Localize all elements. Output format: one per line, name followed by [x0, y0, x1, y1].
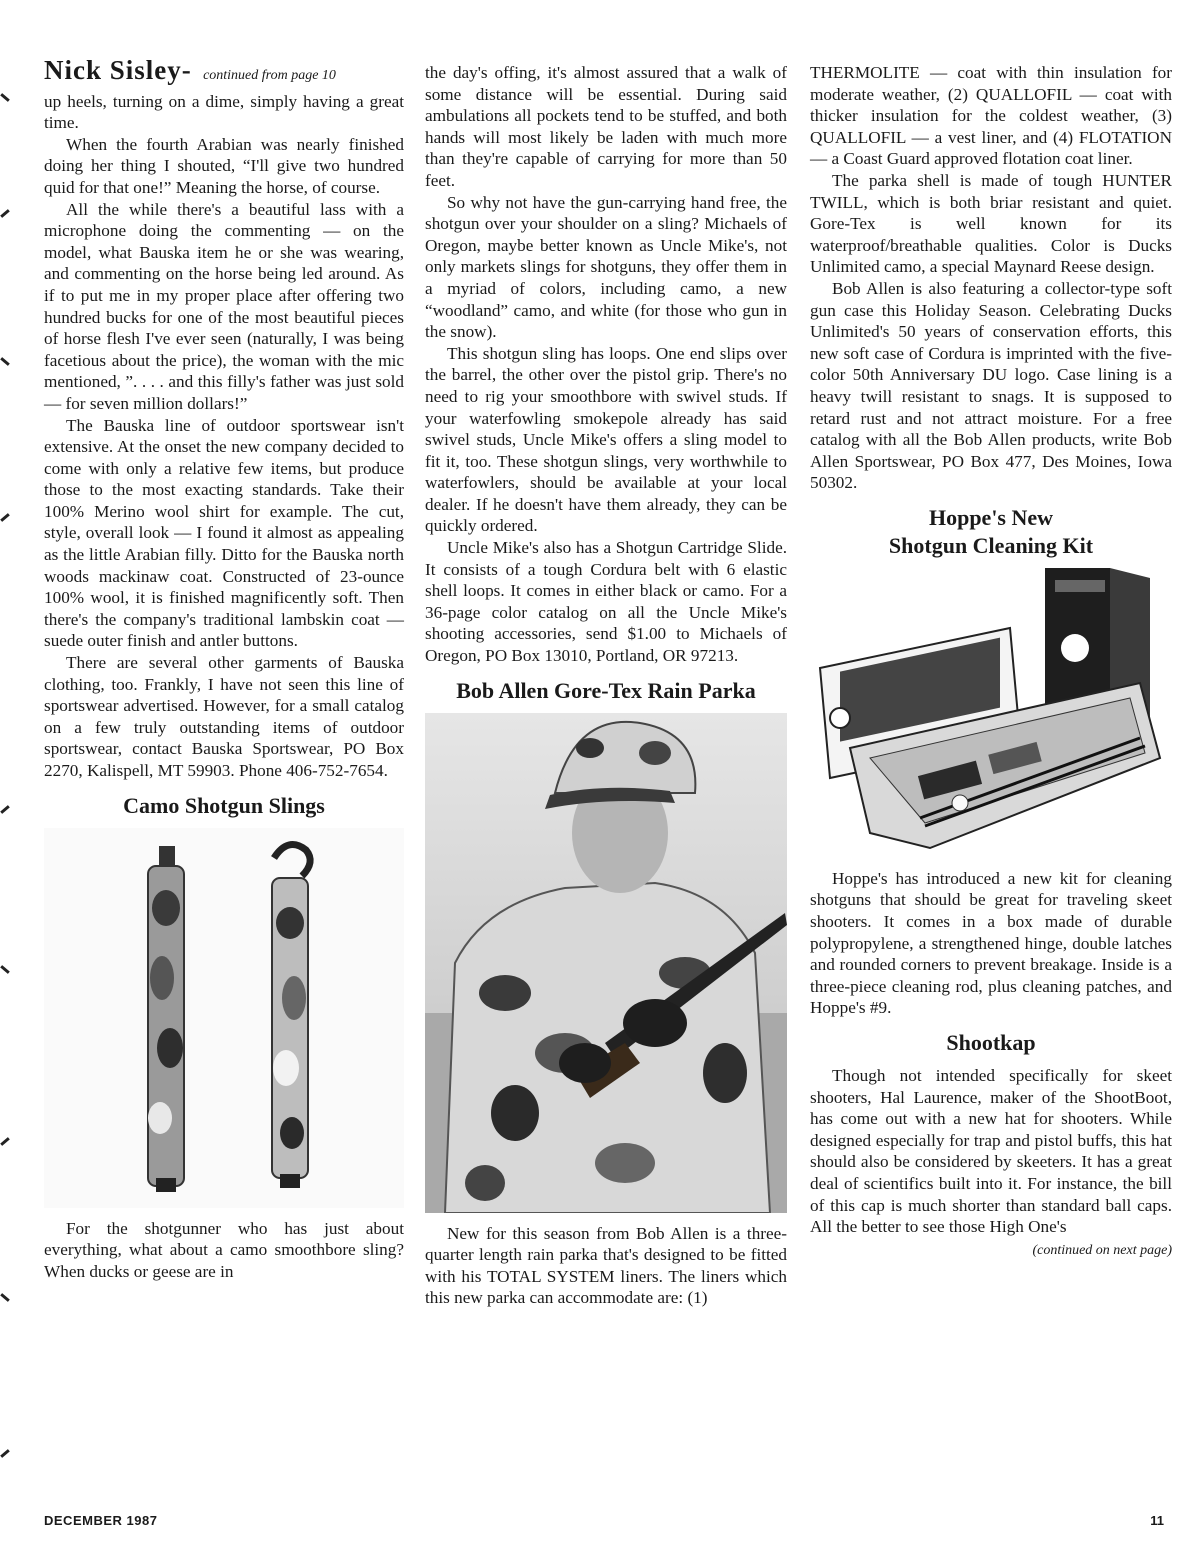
parka-hunter-photo [425, 713, 787, 1213]
margin-tick [0, 965, 10, 974]
author-name: Nick Sisley [44, 55, 182, 85]
camo-slings-photo [44, 828, 404, 1208]
margin-tick [0, 1137, 10, 1146]
paragraph: New for this season from Bob Allen is a three-quarter length rain parka that's designed to be fitted with his TOTAL SYSTEM liners. The liners which this new parka can accommodate are: (1) [425, 1223, 787, 1308]
margin-tick [0, 93, 10, 102]
column-right [810, 62, 1172, 1261]
page-number: 11 [1150, 1513, 1164, 1528]
margin-tick [0, 357, 10, 366]
paragraph: THERMOLITE — coat with thin insulation for moderate weather, (2) QUALLOFIL — coat with thicker insulation for the coldest weather, (3) QUALLOFIL — a vest liner, and (4) FLOTATION — a Coast Guard approved flotation coat liner. [810, 63, 1172, 169]
cleaning-kit-photo [810, 568, 1172, 858]
column-middle [425, 62, 787, 1309]
margin-tick [0, 209, 10, 218]
margin-tick [0, 805, 10, 814]
parka-illustration [425, 713, 787, 1213]
header-dash: - [181, 55, 191, 85]
article-header [44, 55, 404, 87]
section-heading-bob-allen-parka: Bob Allen Gore-Tex Rain Parka [456, 677, 756, 703]
margin-tick [0, 513, 10, 522]
paragraph: The parka shell is made of tough HUNTER TWILL, which is both briar resistant and quiet. Gore-Tex is well known for its waterproof/breathable qualities. Color is Ducks Unlimited camo, a special Maynard Reese design. [810, 170, 1172, 277]
sling-right [272, 844, 310, 1187]
margin-tick [0, 1449, 10, 1458]
footer-issue-date: DECEMBER 1987 [44, 1513, 158, 1528]
column-left [44, 55, 404, 1282]
paragraph: When the fourth Arabian was nearly finished doing her thing I shouted, “I'll give two hundred quid for that one!” Meaning the horse, of course. [44, 134, 404, 197]
margin-tick [0, 1293, 10, 1302]
slings-illustration [44, 828, 404, 1208]
paragraph: Bob Allen is also featuring a collector-type soft gun case this Holiday Season. Celebrating Ducks Unlimited's 50 years of conservation efforts, this new soft case of Cordura is imprinted with the five-color 50th Anniversary DU logo. Case lining is a heavy twill resistant to snags. It is supposed to retard rust and not attract moisture. For a free catalog with all the Bob Allen products, write Bob Allen Sportswear, PO Box 477, Des Moines, Iowa 50302. [810, 278, 1172, 493]
sling-left [148, 846, 184, 1192]
paragraph: Uncle Mike's also has a Shotgun Cartridge Slide. It consists of a tough Cordura belt with 6 elastic shell loops. It comes in either black or camo. For a 36-page color catalog on all the Uncle Mike's shooting accessories, send $1.00 to Michaels of Oregon, PO Box 13010, Portland, OR 97213. [425, 538, 787, 666]
paragraph: Hoppe's has introduced a new kit for cleaning shotguns that should be great for traveling skeet shooters. It comes in a box made of durable polypropylene, a strengthened hinge, double latches and rounded corners to prevent breakage. Inside is a three-piece cleaning rod, plus cleaning patches, and Hoppe's #9. [810, 868, 1172, 1018]
paragraph: For the shotgunner who has just about everything, what about a camo smoothbore sling? When ducks or geese are in [44, 1218, 404, 1281]
paragraph: the day's offing, it's almost assured that a walk of some distance will be essential. During said ambulations all pockets tend to be stuffed, and both hands will most likely be laden with much more than they're capable of carrying for more than 50 feet. [425, 63, 787, 190]
section-heading-shootkap: Shootkap [946, 1030, 1036, 1056]
paragraph: There are several other garments of Bauska clothing, too. Frankly, I have not seen this line of sportswear advertised. However, for a small catalog on a few truly outstanding items of outdoor sportswear, contact Bauska Sportswear, PO Box 2270, Kalispell, MT 59903. Phone 406-752-7654. [44, 653, 404, 780]
paragraph: Though not intended specifically for skeet shooters, Hal Laurence, maker of the ShootBoot, has come out with a new hat for shooters. While designed especially for trap and pistol buffs, this hat should also be considered by skeeters. It has a great deal of scientifics built into it. For instance, the bill of this cap is much shorter than standard ball caps. All the better to see those High One's [810, 1066, 1172, 1237]
paragraph: All the while there's a beautiful lass with a microphone doing the commenting — on the model, what Bauska item he or she was wearing, and commenting on the horse being led around. As if to put me in my proper place after offering two hundred bucks for one of the most beautiful pieces of horse flesh I've ever seen (naturally, I was being facetious about the price), the woman with the mic mentioned, ”. . . . and this filly's father was just sold — for seven million dollars!” [44, 199, 404, 413]
continued-on-next-page: (continued on next page) [1032, 1242, 1172, 1258]
section-heading-camo-slings: Camo Shotgun Slings [123, 792, 325, 818]
continued-from-note: continued from page 10 [203, 68, 336, 83]
paragraph: This shotgun sling has loops. One end slips over the barrel, the other over the pistol grip. There's no need to rig your smoothbore with swivel studs. If your waterfowling smokepole already has said swivel studs, Uncle Mike's offers a sling model to fit it, too. These shotgun slings, very worthwhile to waterfowlers, should be available at your local dealer. If he doesn't have them already, they can be quickly ordered. [425, 343, 787, 536]
paragraph: The Bauska line of outdoor sportswear isn't extensive. At the onset the new company decided to come with only a relative few items, but produce those to the most exacting standards. Take their 100% Merino wool shirt for example. The cut, style, overall look — I found it almost as appealing as the little Arabian filly. Ditto for the Bauska north woods mackinaw coat. Constructed of 23-ounce 100% wool, it is finished magnificently soft. Then there's the company's traditional lambskin coat — suede outer finish and antler buttons. [44, 415, 404, 651]
paragraph: So why not have the gun-carrying hand free, the shotgun over your shoulder on a sling? Michaels of Oregon, maybe better known as Uncle Mike's, not only markets slings for shotguns, they offer them in a myriad of colors, including camo, a new “woodland” camo, and white (for those who gun in the snow). [425, 192, 787, 342]
section-heading-hoppes-line2: Shotgun Cleaning Kit [888, 532, 1094, 558]
paragraph: up heels, turning on a dime, simply having a great time. [44, 91, 404, 133]
kit-illustration [810, 568, 1172, 858]
section-heading-hoppes-line1: Hoppe's New [928, 504, 1054, 530]
